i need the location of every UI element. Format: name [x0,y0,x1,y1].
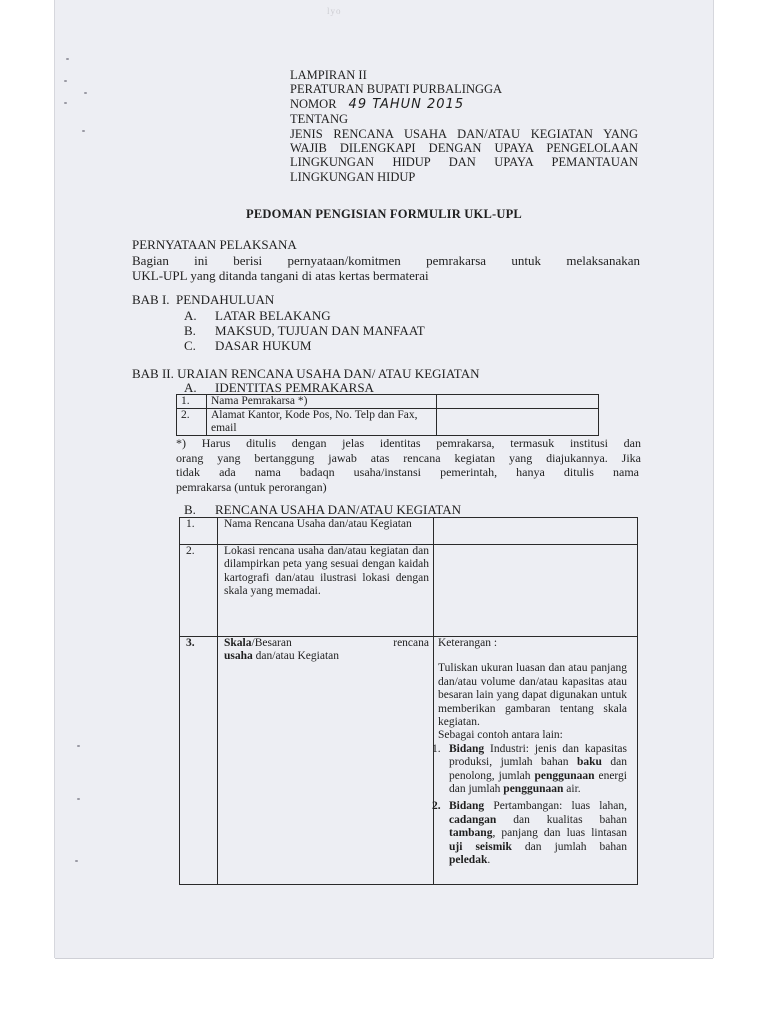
pernyataan-section [132,237,640,284]
pernyataan-text: Bagian ini berisi pernyataan/komitmen pemrakarsa untuk melaksanakan [132,252,640,268]
section-b-title: RENCANA USAHA DAN/ATAU KEGIATAN [215,502,462,517]
document-title: PEDOMAN PENGISIAN FORMULIR UKL-UPL [246,207,522,221]
section-a-title: IDENTITAS PEMRAKARSA [215,380,374,395]
subject-line: JENIS RENCANA USAHA DAN/ATAU KEGIATAN YANG [290,126,638,141]
subject-line: LINGKUNGAN HIDUP DAN UPAYA PEMANTAUAN [290,155,638,170]
scan-speck [64,80,67,82]
scan-speck [66,58,69,60]
row-label: Alamat Kantor, Kode Pos, No. Telp dan Fax, email [207,409,437,436]
row-label-line [224,637,429,650]
text-span: Pertambangan: luas lahan, [484,800,627,813]
row-label: Nama Rencana Usaha dan/atau Kegiatan [218,518,434,545]
list-number-text: 2. [432,800,441,813]
label-text: dan/atau Kegiatan [252,650,339,663]
table-row [180,545,638,637]
scan-speck [64,102,67,104]
footnote-line: orang yang bertanggung jawab atas rencana kegiatan yang diajukannya. Jika [176,450,641,465]
row-number: 1. [177,395,207,409]
bold-word: Bidang [449,742,485,755]
rencana-usaha-table [179,517,638,885]
row-label-line [224,650,429,663]
row-number: 2. [177,409,207,436]
footnote-line: tidak ada nama badaqn usaha/instansi pemerintah, hanya ditulis nama [176,465,639,480]
list-number: 1. [432,742,441,755]
list-text [449,743,627,797]
bold-word: cadangan [449,813,497,826]
footnote-line: *) Harus ditulis dengan jelas identitas pemrakarsa, termasuk institusi dan [176,436,641,450]
text-span: , panjang dan luas lintasan [492,827,627,840]
bold-word: tambang [449,827,493,840]
pernyataan-text: UKL-UPL yang ditanda tangani di atas kertas bermaterai [132,268,429,283]
bab-1-item-text: LATAR BELAKANG [215,308,331,323]
text-span: dan kualitas bahan [496,813,627,826]
scan-speck [77,745,80,747]
text-span: energi dan jumlah [449,769,627,796]
list-text [449,800,627,867]
row-number [180,637,218,885]
bab-1-item-letter: B. [184,323,196,338]
row-number: 1. [180,518,218,545]
keterangan-title: Keterangan : [438,637,498,649]
row-label: Lokasi rencana usaha dan/atau kegiatan dan dilampirkan peta yang sesuai dengan kaidah kartografi dan/atau ilustrasi lokasi dengan skala yang memadai. [218,545,434,637]
bab-1-heading: BAB I. PENDAHULUAN [132,292,275,307]
bold-word: peledak [449,854,488,867]
tentang-label: TENTANG [290,112,349,127]
document-header [290,68,638,184]
scan-speck [82,130,85,132]
label-text: /Besaran rencana [251,637,429,649]
handwritten-number: 49 TAHUN 2015 [348,96,465,112]
bold-word: uji seismik [449,840,512,853]
table-row [180,518,638,545]
bab-1-item-letter: A. [184,308,197,323]
row-number-text: 3. [186,637,195,649]
list-item [432,800,627,867]
bab-1-item-letter: C. [184,338,196,353]
list-number [432,800,449,867]
contoh-intro: Sebagai contoh antara lain: [438,729,563,742]
row-value-cell [434,545,638,637]
identitas-table [176,394,599,436]
bold-word: Skala [224,637,252,649]
scan-speck [84,92,87,94]
nomor-label: NOMOR [290,96,337,111]
text-span: dan penolong, jumlah [449,756,627,782]
table-row [177,395,599,409]
row-label [218,637,434,885]
section-a-letter: A. [184,380,197,395]
bold-word: Bidang [449,800,485,813]
row-label: Nama Pemrakarsa *) [207,395,437,409]
scan-speck [77,798,80,800]
table-row [180,637,638,885]
pernyataan-heading: PERNYATAAN PELAKSANA [132,237,297,252]
scan-speck [75,860,78,862]
bold-word: penggunaan [503,783,564,796]
text-span: dan jumlah bahan [511,840,627,853]
bold-word: penggunaan [534,769,595,782]
text-span: Industri: jenis dan kapasitas produksi, jumlah bahan [449,742,627,769]
footnote [176,436,641,494]
bold-word: usaha [224,650,253,663]
text-span: air. [563,783,581,796]
bab-1-item-text: MAKSUD, TUJUAN DAN MANFAAT [215,323,425,338]
nomor-line [290,97,638,112]
lampiran-label: LAMPIRAN II [290,68,367,82]
list-item [432,743,627,797]
bold-word: baku [576,756,602,769]
footnote-line: pemrakarsa (untuk perorangan) [176,479,327,494]
bab-1-item-text: DASAR HUKUM [215,338,312,353]
peraturan-label: PERATURAN BUPATI PURBALINGGA [290,82,503,97]
row-value-cell [437,395,599,409]
subject-line: LINGKUNGAN HIDUP [290,169,416,184]
faded-mark: lyo [327,6,342,16]
table-row [177,409,599,436]
row-number: 2. [180,545,218,637]
row-value-cell [434,518,638,545]
section-b-letter: B. [184,502,196,517]
keterangan-text: Tuliskan ukuran luasan dan atau panjang dan/atau volume dan/atau kapasitas atau besaran lain yang dapat digunakan untuk memberikan gambaran tentang skala kegiatan. [438,662,627,729]
keterangan-cell [434,637,638,885]
row-value-cell [437,409,599,436]
subject-line: WAJIB DILENGKAPI DENGAN UPAYA PENGELOLAAN [290,141,638,156]
text-span: . [487,854,491,867]
bab-2-heading: BAB II. URAIAN RENCANA USAHA DAN/ ATAU KEGIATAN [132,366,480,381]
